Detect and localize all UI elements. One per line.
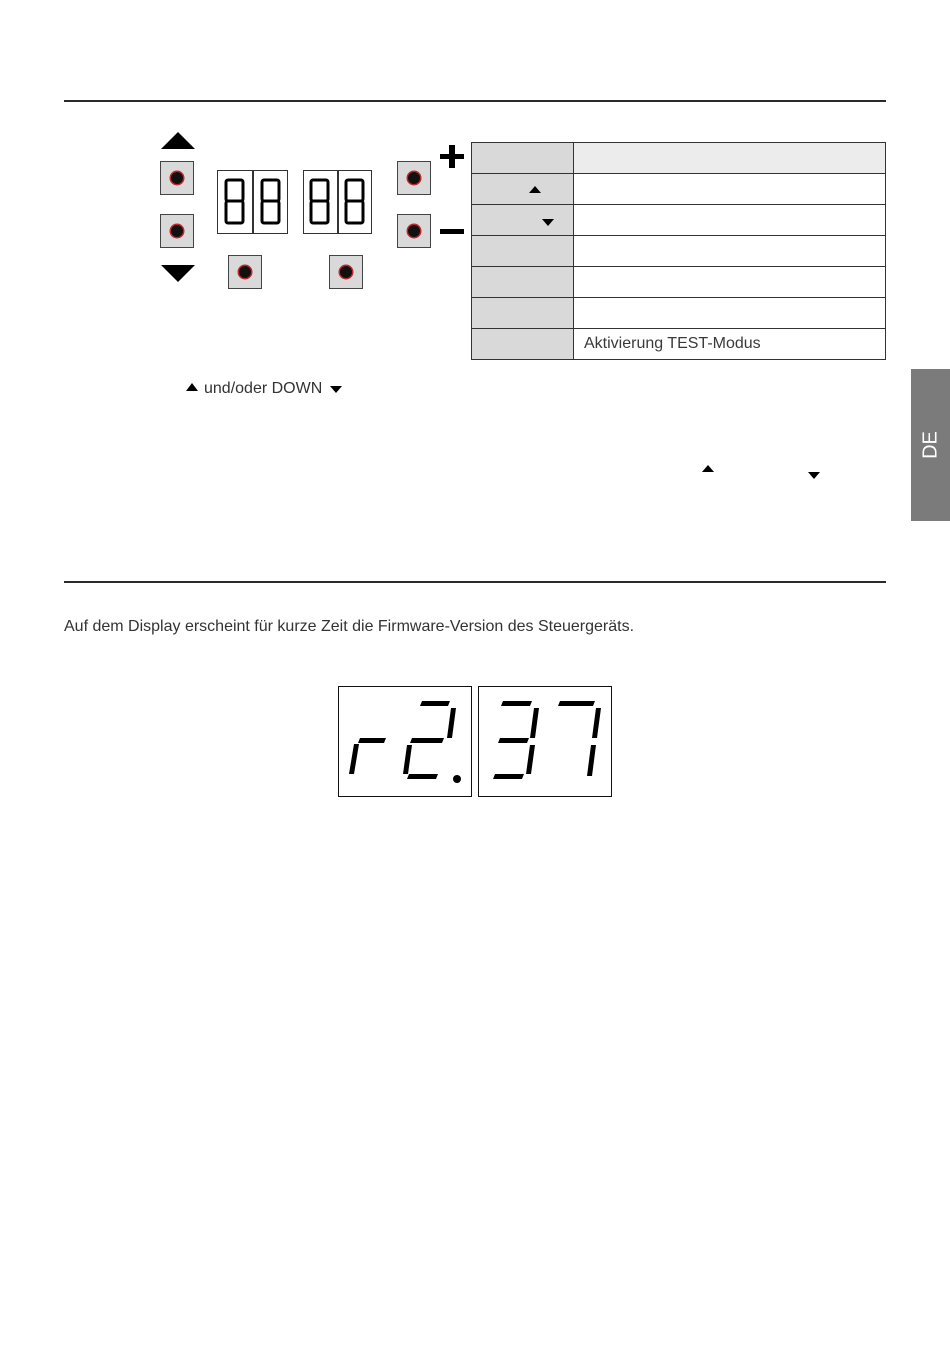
down-triangle-icon: [330, 386, 342, 393]
table-row: [472, 143, 886, 174]
desc-cell: [574, 143, 886, 174]
note-text: und/oder DOWN: [204, 380, 323, 397]
table-row: [472, 329, 886, 360]
table-row: [472, 267, 886, 298]
key-cell: [472, 174, 574, 205]
key-function-table: [471, 142, 886, 360]
desc-cell: [574, 298, 886, 329]
table-row: [472, 205, 886, 236]
key-cell: [472, 298, 574, 329]
section-rule-top: [64, 100, 886, 102]
down-triangle-icon: [808, 472, 820, 479]
table-row: [472, 298, 886, 329]
key-cell: [472, 205, 574, 236]
firmware-display: [338, 686, 613, 798]
up-triangle-icon: [529, 186, 541, 193]
language-tab: [911, 369, 950, 521]
segment-char-7: [558, 701, 601, 776]
segment-decimal-point: [453, 775, 461, 783]
language-tab-label: DE: [919, 431, 941, 459]
key-cell: [472, 329, 574, 360]
key-cell: [472, 236, 574, 267]
firmware-paragraph: Auf dem Display erscheint für kurze Zeit die Firmware-Version des Steuergeräts.: [64, 618, 635, 635]
key-cell: [472, 267, 574, 298]
firmware-version-segments: [338, 686, 613, 798]
segment-char-3: [493, 701, 539, 779]
table-row: [472, 236, 886, 267]
control-panel-diagram: [150, 128, 470, 298]
desc-cell: [574, 267, 886, 298]
up-triangle-icon: [702, 465, 714, 472]
display-eights: [150, 128, 470, 298]
desc-cell: [574, 174, 886, 205]
segment-char-r: [349, 738, 386, 774]
section-rule-middle: [64, 581, 886, 583]
segment-char-2: [403, 701, 456, 779]
desc-cell: [574, 205, 886, 236]
desc-cell: Aktivierung TEST-Modus: [574, 329, 886, 360]
down-triangle-icon: [542, 219, 554, 226]
desc-cell: [574, 236, 886, 267]
key-cell: [472, 143, 574, 174]
up-down-note: [186, 380, 342, 398]
up-triangle-icon: [186, 383, 198, 391]
table-row: [472, 174, 886, 205]
